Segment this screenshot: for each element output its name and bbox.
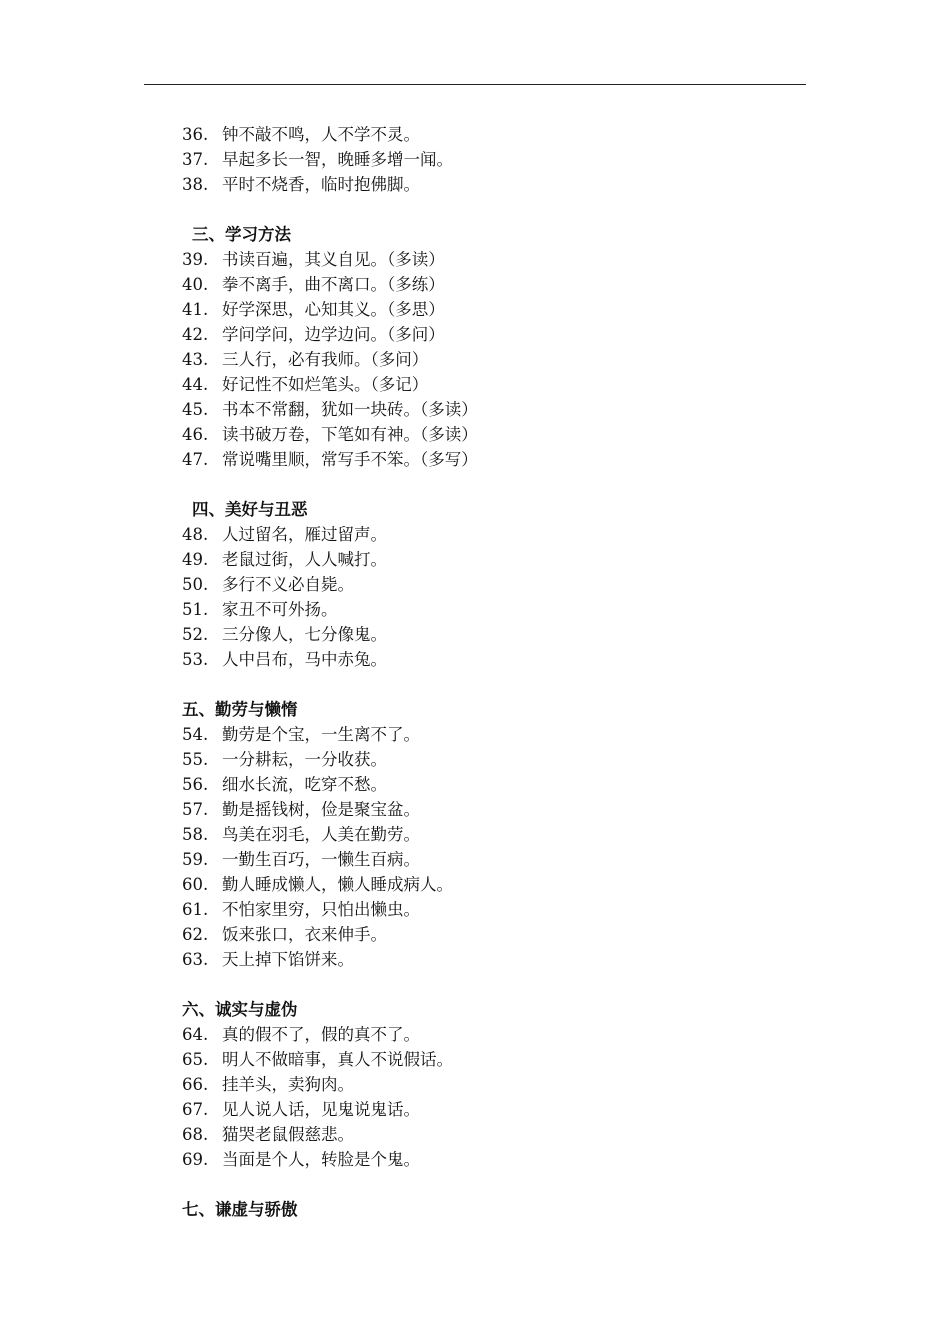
list-item xyxy=(182,622,802,647)
list-item xyxy=(182,572,802,597)
list-item xyxy=(182,722,802,747)
list-item xyxy=(182,897,802,922)
section-gap xyxy=(182,472,802,497)
list-item xyxy=(182,822,802,847)
list-item xyxy=(182,647,802,672)
list-item xyxy=(182,547,802,572)
item-text: 勤劳是个宝，一生离不了。 xyxy=(222,725,420,744)
list-item xyxy=(182,447,802,472)
item-text: 饭来张口，衣来伸手。 xyxy=(222,925,387,944)
item-text: 钟不敲不鸣，人不学不灵。 xyxy=(222,125,420,144)
header-rule xyxy=(144,84,806,85)
list-item xyxy=(182,597,802,622)
item-number: 67. xyxy=(182,1100,209,1119)
item-number: 47. xyxy=(182,450,209,469)
item-number: 41. xyxy=(182,300,209,319)
item-number: 65. xyxy=(182,1050,209,1069)
list-item xyxy=(182,1072,802,1097)
item-text: 书本不常翻，犹如一块砖。（多读） xyxy=(222,400,478,419)
section-heading: 三、学习方法 xyxy=(192,225,291,244)
list-item xyxy=(182,1022,802,1047)
item-number: 39. xyxy=(182,250,209,269)
list-item xyxy=(182,797,802,822)
item-text: 勤是摇钱树，俭是聚宝盆。 xyxy=(222,800,420,819)
item-text: 多行不义必自毙。 xyxy=(222,575,354,594)
list-item xyxy=(182,1047,802,1072)
section-heading: 六、诚实与虚伪 xyxy=(182,1000,298,1019)
item-number: 59. xyxy=(182,850,209,869)
item-number: 51. xyxy=(182,600,209,619)
list-item xyxy=(182,372,802,397)
item-number: 50. xyxy=(182,575,209,594)
proverb-list xyxy=(182,122,802,1222)
item-text: 勤人睡成懒人，懒人睡成病人。 xyxy=(222,875,453,894)
item-number: 69. xyxy=(182,1150,209,1169)
item-text: 常说嘴里顺，常写手不笨。（多写） xyxy=(222,450,478,469)
item-number: 46. xyxy=(182,425,209,444)
item-text: 人中吕布，马中赤兔。 xyxy=(222,650,387,669)
item-number: 44. xyxy=(182,375,209,394)
item-text: 一勤生百巧，一懒生百病。 xyxy=(222,850,420,869)
item-number: 64. xyxy=(182,1025,209,1044)
item-number: 55. xyxy=(182,750,209,769)
list-item xyxy=(182,1147,802,1172)
list-item xyxy=(182,522,802,547)
list-item xyxy=(182,347,802,372)
item-number: 56. xyxy=(182,775,209,794)
item-text: 真的假不了，假的真不了。 xyxy=(222,1025,420,1044)
item-number: 60. xyxy=(182,875,209,894)
list-item xyxy=(182,172,802,197)
item-text: 不怕家里穷，只怕出懒虫。 xyxy=(222,900,420,919)
item-number: 38. xyxy=(182,175,209,194)
list-item xyxy=(182,147,802,172)
item-number: 58. xyxy=(182,825,209,844)
section-gap xyxy=(182,197,802,222)
item-text: 当面是个人，转脸是个鬼。 xyxy=(222,1150,420,1169)
list-item xyxy=(182,272,802,297)
list-item xyxy=(182,322,802,347)
item-text: 好学深思，心知其义。（多思） xyxy=(222,300,445,319)
item-text: 天上掉下馅饼来。 xyxy=(222,950,354,969)
item-text: 细水长流，吃穿不愁。 xyxy=(222,775,387,794)
item-number: 54. xyxy=(182,725,209,744)
item-text: 明人不做暗事，真人不说假话。 xyxy=(222,1050,453,1069)
list-item xyxy=(182,922,802,947)
item-text: 平时不烧香，临时抱佛脚。 xyxy=(222,175,420,194)
item-number: 49. xyxy=(182,550,209,569)
list-item xyxy=(182,297,802,322)
item-text: 好记性不如烂笔头。（多记） xyxy=(222,375,429,394)
item-text: 学问学问，边学边问。（多问） xyxy=(222,325,445,344)
item-number: 43. xyxy=(182,350,209,369)
section-heading: 四、美好与丑恶 xyxy=(192,500,308,519)
item-text: 一分耕耘，一分收获。 xyxy=(222,750,387,769)
section-heading: 七、谦虚与骄傲 xyxy=(182,1200,298,1219)
list-item xyxy=(182,1122,802,1147)
item-text: 三人行，必有我师。（多问） xyxy=(222,350,429,369)
section-heading: 五、勤劳与懒惰 xyxy=(182,700,298,719)
item-text: 拳不离手，曲不离口。（多练） xyxy=(222,275,445,294)
item-text: 家丑不可外扬。 xyxy=(222,600,338,619)
item-number: 66. xyxy=(182,1075,209,1094)
item-text: 见人说人话，见鬼说鬼话。 xyxy=(222,1100,420,1119)
list-item xyxy=(182,872,802,897)
list-item xyxy=(182,747,802,772)
list-item xyxy=(182,122,802,147)
item-number: 61. xyxy=(182,900,209,919)
item-number: 45. xyxy=(182,400,209,419)
section-gap xyxy=(182,972,802,997)
list-item xyxy=(182,247,802,272)
list-item xyxy=(182,847,802,872)
item-text: 挂羊头，卖狗肉。 xyxy=(222,1075,354,1094)
item-number: 48. xyxy=(182,525,209,544)
item-text: 三分像人，七分像鬼。 xyxy=(222,625,387,644)
list-item xyxy=(182,422,802,447)
item-number: 62. xyxy=(182,925,209,944)
item-text: 鸟美在羽毛，人美在勤劳。 xyxy=(222,825,420,844)
item-text: 人过留名，雁过留声。 xyxy=(222,525,387,544)
item-number: 37. xyxy=(182,150,209,169)
list-item xyxy=(182,397,802,422)
item-text: 早起多长一智，晚睡多增一闻。 xyxy=(222,150,453,169)
item-text: 书读百遍，其义自见。（多读） xyxy=(222,250,445,269)
item-number: 36. xyxy=(182,125,209,144)
list-item xyxy=(182,1097,802,1122)
list-item xyxy=(182,947,802,972)
item-text: 猫哭老鼠假慈悲。 xyxy=(222,1125,354,1144)
item-text: 老鼠过街，人人喊打。 xyxy=(222,550,387,569)
item-text: 读书破万卷，下笔如有神。（多读） xyxy=(222,425,478,444)
item-number: 53. xyxy=(182,650,209,669)
item-number: 57. xyxy=(182,800,209,819)
item-number: 68. xyxy=(182,1125,209,1144)
item-number: 63. xyxy=(182,950,209,969)
item-number: 52. xyxy=(182,625,209,644)
section-gap xyxy=(182,1172,802,1197)
item-number: 40. xyxy=(182,275,209,294)
list-item xyxy=(182,772,802,797)
section-gap xyxy=(182,672,802,697)
item-number: 42. xyxy=(182,325,209,344)
